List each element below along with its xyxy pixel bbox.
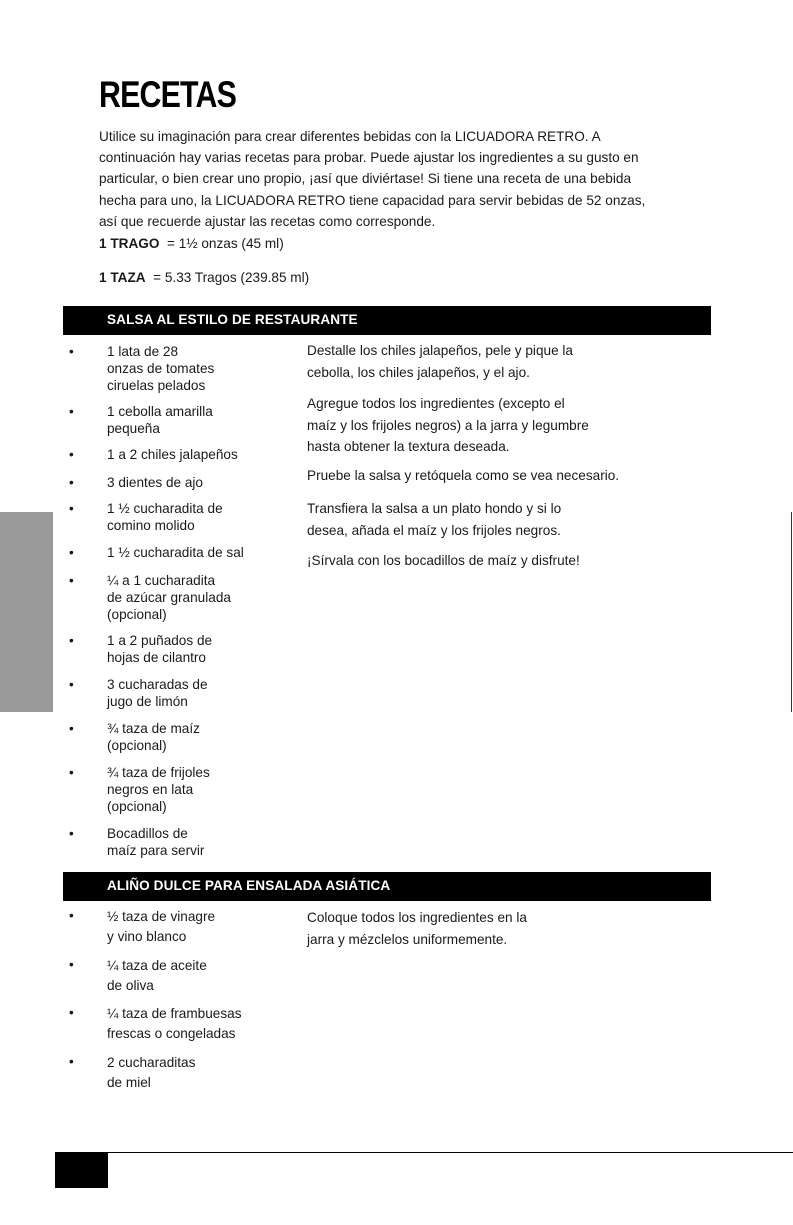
ingredient-text: 1 ½ cucharadita de sal	[107, 545, 244, 560]
instruction-paragraph: Destalle los chiles jalapeños, pele y pique la cebolla, los chiles jalapeños, y el ajo.	[307, 343, 573, 380]
bullet: •	[69, 1054, 74, 1069]
page-title: RECETAS	[99, 74, 236, 115]
bullet: •	[69, 573, 74, 588]
page-number-box	[55, 1152, 108, 1188]
bullet: •	[69, 633, 74, 648]
ingredient-text: ¾ taza de maíz (opcional)	[107, 721, 200, 753]
bullet: •	[69, 721, 74, 736]
unit-label: 1 TAZA	[99, 270, 146, 285]
bullet: •	[69, 826, 74, 841]
footer-rule	[55, 1152, 793, 1153]
ingredient-text: 3 cucharadas de jugo de limón	[107, 677, 208, 709]
recipe-title: SALSA AL ESTILO DE RESTAURANTE	[107, 312, 358, 327]
bullet: •	[69, 677, 74, 692]
ingredient-text: ¼ taza de frambuesas frescas o congeladas	[107, 1006, 242, 1041]
instruction-paragraph: Transfiera la salsa a un plato hondo y si lo desea, añada el maíz y los frijoles negros.	[307, 501, 562, 538]
recipe-header-salsa	[63, 306, 711, 335]
instruction-paragraph: Pruebe la salsa y retóquela como se vea necesario.	[307, 468, 620, 483]
ingredient-text: 1 lata de 28 onzas de tomates ciruelas pelados	[107, 344, 215, 393]
ingredient-text: 1 cebolla amarilla pequeña	[107, 404, 213, 436]
bullet: •	[69, 344, 74, 359]
ingredient-text: 1 a 2 chiles jalapeños	[107, 447, 238, 462]
bullet: •	[69, 545, 74, 560]
unit-value: = 1½ onzas (45 ml)	[166, 236, 284, 251]
ingredient-text: ¼ taza de aceite de oliva	[107, 958, 207, 993]
unit-trago	[99, 236, 284, 251]
bullet: •	[69, 501, 74, 516]
unit-label: 1 TRAGO	[99, 236, 160, 251]
section-side-tab	[0, 512, 53, 712]
ingredient-text: 1 a 2 puñados de hojas de cilantro	[107, 633, 213, 665]
recipe-title: ALIÑO DULCE PARA ENSALADA ASIÁTICA	[107, 878, 391, 893]
ingredient-text: 1 ½ cucharadita de comino molido	[107, 501, 223, 533]
instruction-paragraph: Coloque todos los ingredientes en la jarra y mézclelos uniformemente.	[307, 910, 527, 947]
right-margin-line	[791, 512, 792, 712]
bullet: •	[69, 447, 74, 462]
bullet: •	[69, 475, 74, 490]
ingredient-text: Bocadillos de maíz para servir	[107, 826, 205, 858]
recipe-header-alino	[63, 872, 711, 901]
ingredient-text: 3 dientes de ajo	[107, 475, 203, 490]
bullet: •	[69, 908, 74, 923]
instruction-paragraph: Agregue todos los ingredientes (excepto el maíz y los frijoles negros) a la jarra y legumbre hasta obtener la textura deseada.	[307, 396, 589, 454]
instruction-paragraph: ¡Sírvala con los bocadillos de maíz y disfrute!	[307, 553, 580, 568]
unit-taza	[99, 270, 309, 285]
ingredient-text: 2 cucharaditas de miel	[107, 1055, 196, 1090]
bullet: •	[69, 765, 74, 780]
ingredient-text: ¾ taza de frijoles negros en lata (opcional)	[107, 765, 210, 814]
bullet: •	[69, 957, 74, 972]
bullet: •	[69, 1005, 74, 1020]
unit-value: = 5.33 Tragos (239.85 ml)	[153, 270, 310, 285]
ingredient-text: ½ taza de vinagre y vino blanco	[107, 909, 216, 944]
intro-paragraph: Utilice su imaginación para crear diferentes bebidas con la LICUADORA RETRO. A continuación hay varias recetas para probar. Puede ajustar los ingredientes a su gusto en particular, o bien crear uno propio, ¡así que diviértase! Si tiene una receta de una bebida hecha para uno, la LICUADORA RETRO tiene capacidad para servir bebidas de 52 onzas, así que recuerde ajustar las recetas como corresponde.	[99, 129, 646, 229]
ingredient-text: ¼ a 1 cucharadita de azúcar granulada (opcional)	[107, 573, 231, 622]
bullet: •	[69, 404, 74, 419]
